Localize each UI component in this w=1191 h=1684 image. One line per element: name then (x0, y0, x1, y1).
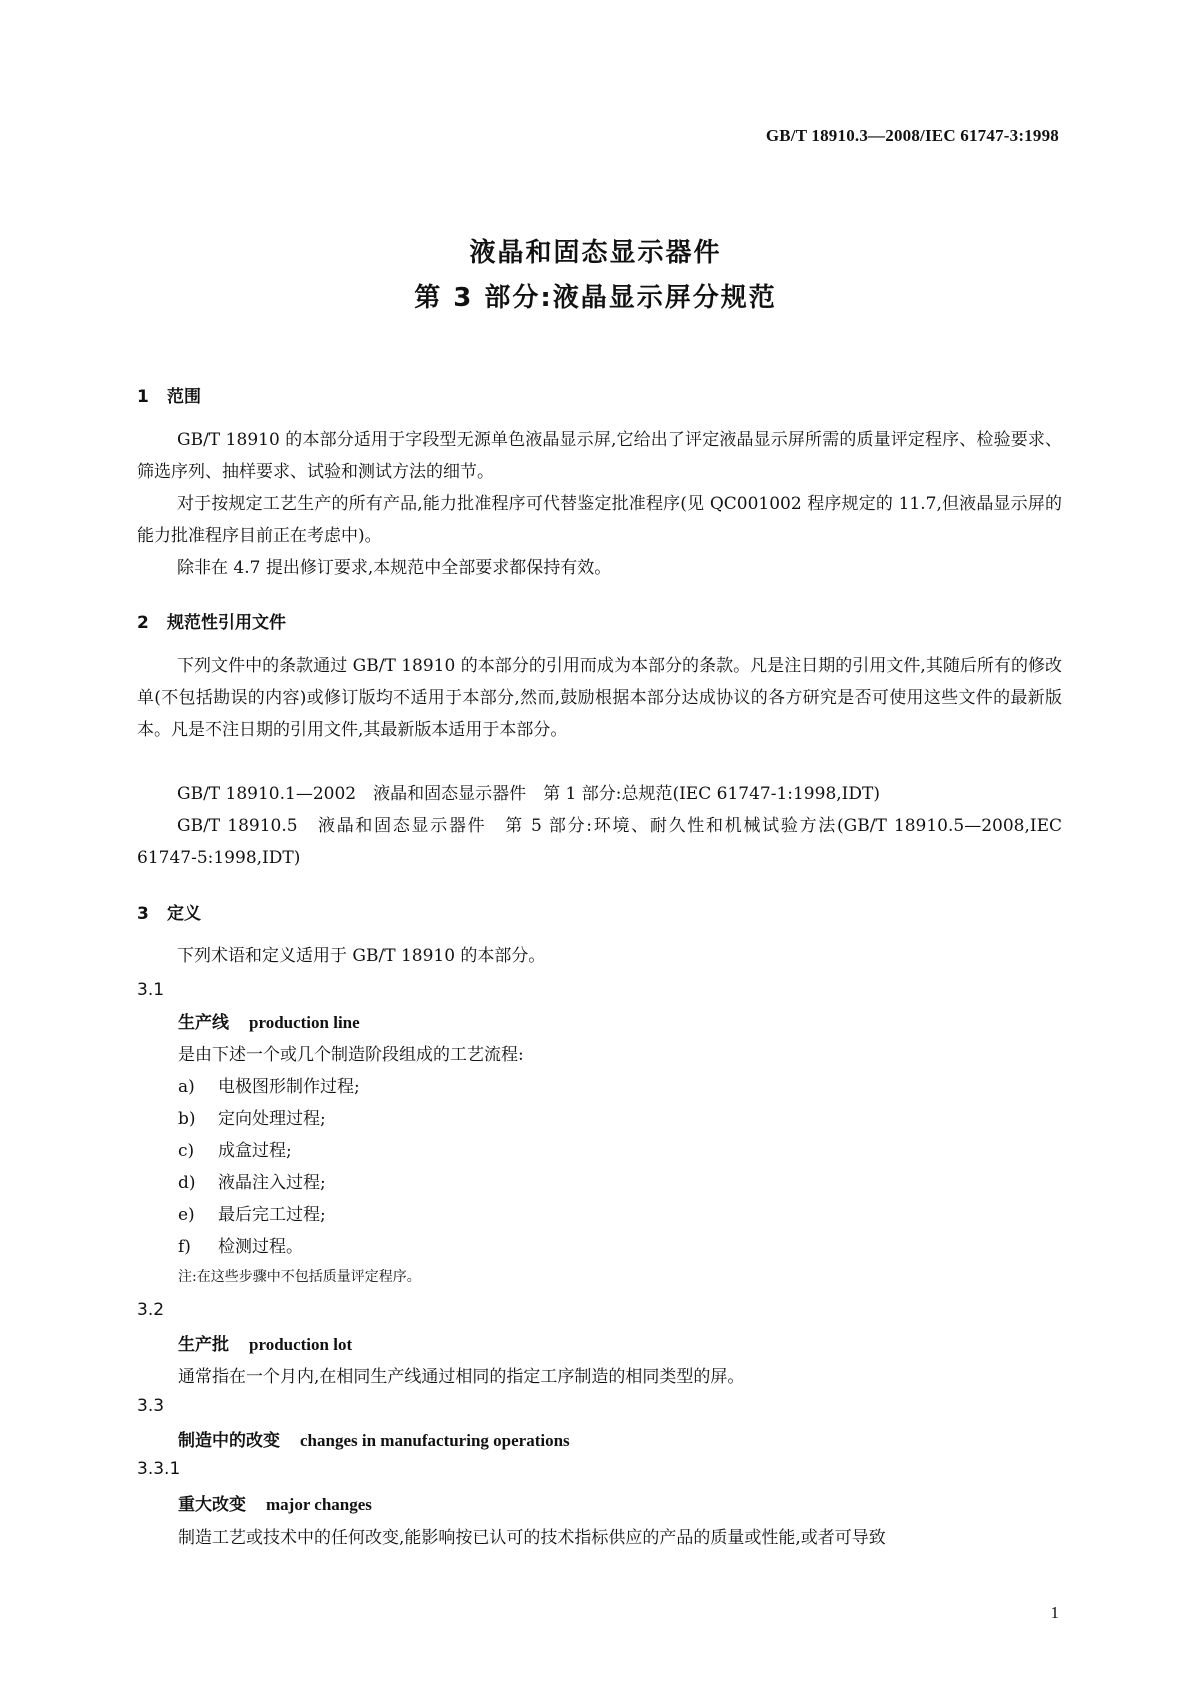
normative-reference: GB/T 18910.5 液晶和固态显示器件 第 5 部分:环境、耐久性和机械试验方法(GB/T 18910.5—2008,IEC 61747-5:1998,IDT) (137, 816, 1062, 868)
list-text: 电极图形制作过程; (218, 1077, 360, 1097)
section-number: 1 (137, 387, 149, 407)
list-text: 检测过程。 (218, 1237, 303, 1257)
paragraph: 下列文件中的条款通过 GB/T 18910 的本部分的引用而成为本部分的条款。凡是注日期的引用文件,其随后所有的修改单(不包括勘误的内容)或修订版均不适用于本部分,然而,鼓励根据本部分达成协议的各方研究是否可使用这些文件的最新版本。凡是不注日期的引用文件,其最新版本适用于本部分。 (137, 656, 1062, 740)
term-english: production line (249, 1013, 360, 1032)
definition: 制造工艺或技术中的任何改变,能影响按已认可的技术指标供应的产品的质量或性能,或者可导致 (178, 1528, 886, 1548)
term-entry (178, 1490, 372, 1515)
clause-number: 3.2 (137, 1300, 165, 1320)
paragraph: GB/T 18910 的本部分适用于字段型无源单色液晶显示屏,它给出了评定液晶显示屏所需的质量评定程序、检验要求、筛选序列、抽样要求、试验和测试方法的细节。 (137, 430, 1062, 482)
term-english: major changes (266, 1495, 372, 1514)
document-title-line2: 第 3 部分:液晶显示屏分规范 (414, 283, 777, 313)
section-1-heading (137, 382, 201, 407)
paragraph: 下列术语和定义适用于 GB/T 18910 的本部分。 (177, 946, 546, 966)
list-item (178, 1232, 303, 1257)
term-entry (178, 1330, 352, 1355)
section-title: 规范性引用文件 (167, 613, 286, 633)
list-item (178, 1072, 360, 1097)
definition: 通常指在一个月内,在相同生产线通过相同的指定工序制造的相同类型的屏。 (178, 1367, 745, 1387)
definition: 是由下述一个或几个制造阶段组成的工艺流程: (178, 1045, 524, 1065)
section-title: 定义 (167, 904, 201, 924)
term-english: production lot (249, 1335, 353, 1354)
section-number: 3 (137, 904, 149, 924)
term-chinese: 生产线 (178, 1013, 229, 1033)
document-title-line1: 液晶和固态显示器件 (469, 238, 722, 268)
paragraph: 除非在 4.7 提出修订要求,本规范中全部要求都保持有效。 (177, 558, 612, 578)
term-chinese: 制造中的改变 (178, 1431, 280, 1451)
list-text: 定向处理过程; (218, 1109, 326, 1129)
note: 注:在这些步骤中不包括质量评定程序。 (178, 1269, 421, 1285)
standard-code: GB/T 18910.3—2008/IEC 61747-3:1998 (765, 126, 1059, 145)
list-item (178, 1104, 326, 1129)
paragraph: 对于按规定工艺生产的所有产品,能力批准程序可代替鉴定批准程序(见 QC001002 程序规定的 11.7,但液晶显示屏的能力批准程序目前正在考虑中)。 (137, 494, 1062, 546)
list-text: 最后完工过程; (218, 1205, 326, 1225)
list-item (178, 1168, 326, 1193)
list-text: 液晶注入过程; (218, 1173, 326, 1193)
list-item (178, 1200, 326, 1225)
term-english: changes in manufacturing operations (300, 1431, 570, 1450)
section-2-heading (137, 608, 286, 633)
list-label: c) (178, 1141, 195, 1161)
section-3-heading (137, 899, 201, 924)
term-entry (178, 1008, 360, 1033)
section-number: 2 (137, 613, 149, 633)
page-number: 1 (1050, 1603, 1059, 1622)
list-label: b) (178, 1109, 196, 1129)
clause-number: 3.1 (137, 980, 165, 1000)
list-text: 成盒过程; (218, 1141, 292, 1161)
term-entry (178, 1426, 570, 1451)
list-label: e) (178, 1205, 195, 1225)
section-title: 范围 (167, 387, 201, 407)
clause-number: 3.3 (137, 1396, 165, 1416)
list-label: d) (178, 1173, 196, 1193)
term-chinese: 生产批 (178, 1335, 229, 1355)
list-item (178, 1136, 292, 1161)
term-chinese: 重大改变 (178, 1495, 246, 1515)
list-label: a) (178, 1077, 195, 1097)
clause-number: 3.3.1 (137, 1459, 181, 1479)
list-label: f) (178, 1237, 191, 1257)
normative-reference: GB/T 18910.1—2002 液晶和固态显示器件 第 1 部分:总规范(IEC 61747-1:1998,IDT) (177, 784, 880, 804)
